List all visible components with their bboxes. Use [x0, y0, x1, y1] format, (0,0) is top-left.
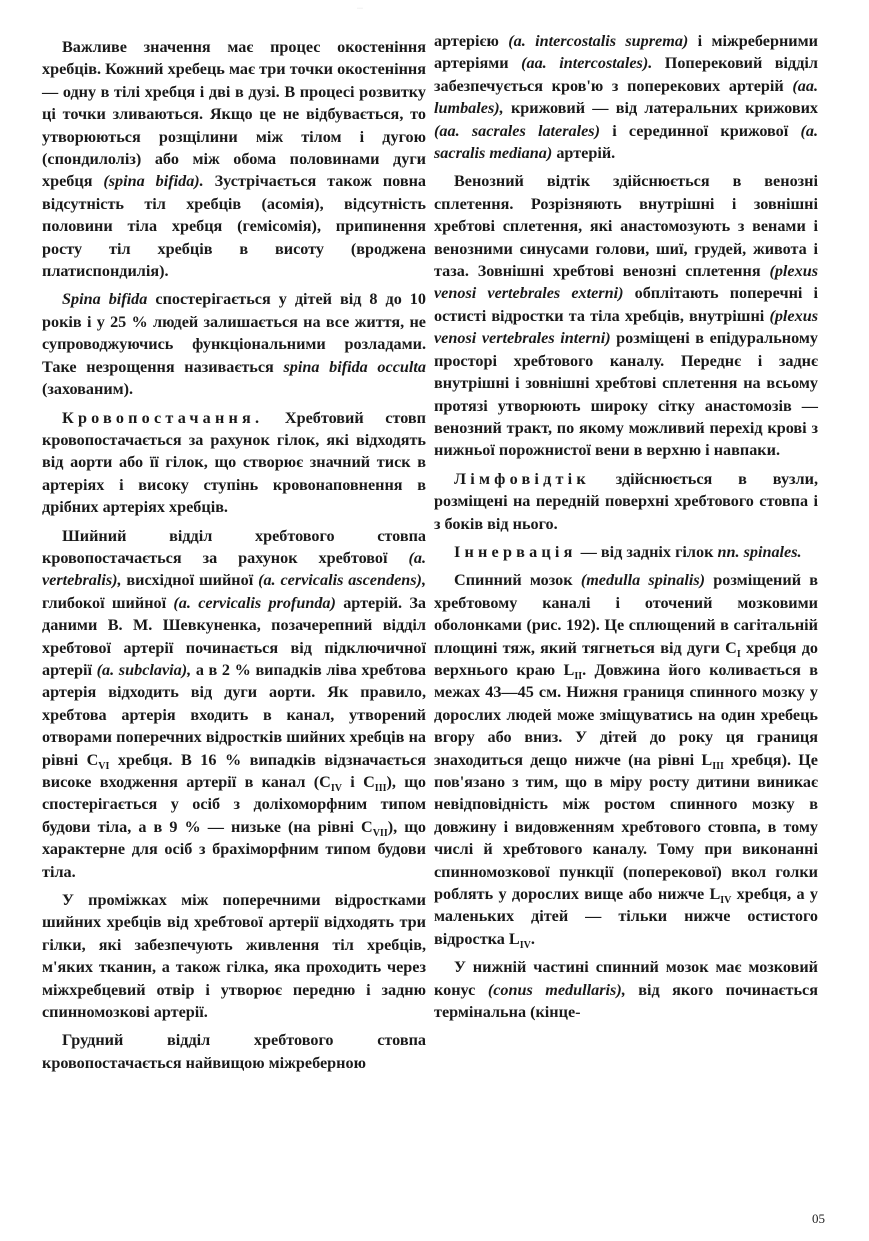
paragraph-lymph: Лімфовідтік здійснюється в вузли, розміщені на передній поверхні хребтового стовпа і з боків від нього. — [434, 469, 818, 533]
left-column — [42, 36, 426, 1074]
section-term: Кровопостачання. — [62, 408, 264, 427]
paragraph-blood-supply: Кровопостачання. Хребтовий стовп кровопостачається за рахунок гілок, які відходять від аорти або її гілок, що створює значний тиск в артеріях і високу ступінь кровонаповнення в дрібних артеріях хребців. — [42, 408, 426, 517]
scan-mark: ··· — [357, 6, 363, 12]
paragraph: Шийний відділ хребтового стовпа кровопостачається за рахунок хребтової (a. vertebralis), висхідної шийної (a. cervicalis ascendens), глибокої шийної (a. cervicalis profunda) артерій. За даними В. М. Шевкуненка, позачерепний відділ хребтової артерії починається від підключичної артерії (a. subclavia), а в 2 % випадків ліва хребтова артерія відходить від дуги аорти. Як правило, хребтова артерія входить в канал, утворений отворами поперечних відростків шийних хребців на рівні $C_{VI}$ хребця. В 16 % випадків відзначається високе входження артерії в канал ($C_{IV}$ і $C_{III}$), що спостерігається у осіб з доліхоморфним типом будови тіла, а в 9 % — низьке (на рівні $C_{VII}$), що характерне для осіб з брахіморфним типом будови тіла. — [42, 526, 426, 881]
paragraph: Грудний відділ хребтового стовпа кровопостачається найвищою міжреберною — [42, 1031, 426, 1072]
paragraph: У нижній частині спинний мозок має мозковий конус (conus medullaris), від якого починається термінальна (кінце- — [434, 958, 818, 1022]
right-column — [434, 30, 818, 1023]
paragraph: Венозний відтік здійснюється в венозні сплетення. Розрізняють внутрішні і зовнішні хребтові сплетення, які анастомозують з венами і венозними синусами голови, шиї, грудей, живота і таза. Зовнішні хребтові венозні сплетення (plexus venosi vertebrales externi) обплітають поперечні і остисті відростки та тіла хребців, внутрішні (plexus venosi vertebrales interni) розміщені в епідуральному просторі хребтового каналу. Переднє і заднє внутрішні і зовнішні хребтові сплетення на всьому протязі утворюють широку сітку анастомозів — венозний тракт, по якому можливий перехід крові з нижньої порожнистої вени в верхню і навпаки. — [434, 172, 819, 460]
paragraph-spinal-cord: Спинний мозок (medulla spinalis) розміщений в хребтовому каналі і оточений мозковими оболонками (рис. 192). Це сплющений в сагітальній площині тяж, який тягнеться від дуги $C_I$ хребця до верхнього краю $L_{II}$. Довжина його коливається в межах 43—45 см. Нижня границя спинного мозку у дорослих людей може зміщуватись на один хребець вгору або вниз. У дітей до року ця границя знаходиться дещо нижче (на рівні $L_{III}$ хребця). Це пов'язано з тим, що в міру росту дитини виникає невідповідність між ростом спинного мозку в довжину і видовженням хребтового стовпа, в тому числі й хребтового каналу. Тому при виконанні спинномозкової пункції (поперекової) вкол голки роблять у дорослих вище або нижче $L_{IV}$ хребця, а у маленьких дітей — тільки нижче остистого відростка $L_{IV}$. — [434, 571, 818, 952]
section-term: Лімфовідтік — [454, 469, 590, 488]
paragraph: Spina bifida спостерігається у дітей від 8 до 10 років і у 25 % людей залишається на все життя, не супроводжуючись функціональними розладами. Таке незрощення називається spina bifida occulta (захованим). — [42, 290, 426, 399]
section-term: Іннервація — [454, 542, 577, 561]
paragraph: У проміжках між поперечними відростками шийних хребців від хребтової артерії відходять три гілки, які забезпечують живлення тіл хребців, м'яких тканин, а також гілка, яка проходить через міжхребцевий отвір і утворює передню і задню спинномозкові артерії. — [42, 891, 426, 1022]
paragraph: Важливе значення має процес окостеніння хребців. Кожний хребець має три точки окостеніння — одну в тілі хребця і дві в дузі. В процесі розвитку ці точки зливаються. Якщо це не відбувається, то утворюються розщілини між тілом і дугою (спондилоліз) або між обома половинами дуги хребця (spina bifida). Зустрічається також повна відсутність тіл хребців (асомія), відсутність половини тіла хребця (гемісомія), припинення росту тіл хребців в висоту (вроджена платиспондилія). — [42, 38, 426, 281]
paragraph: артерією (a. intercostalis suprema) і міжреберними артеріями (aa. intercostales). Поперековий відділ забезпечується кров'ю з поперекових артерій (aa. lumbales), крижовий — від латеральних крижових (aa. sacrales laterales) і серединної крижової (a. sacralis mediana) артерій. — [434, 32, 818, 163]
paragraph-innervation: Іннервація — від задніх гілок nn. spinales. — [454, 542, 802, 561]
page-number: 05 — [812, 1211, 825, 1226]
